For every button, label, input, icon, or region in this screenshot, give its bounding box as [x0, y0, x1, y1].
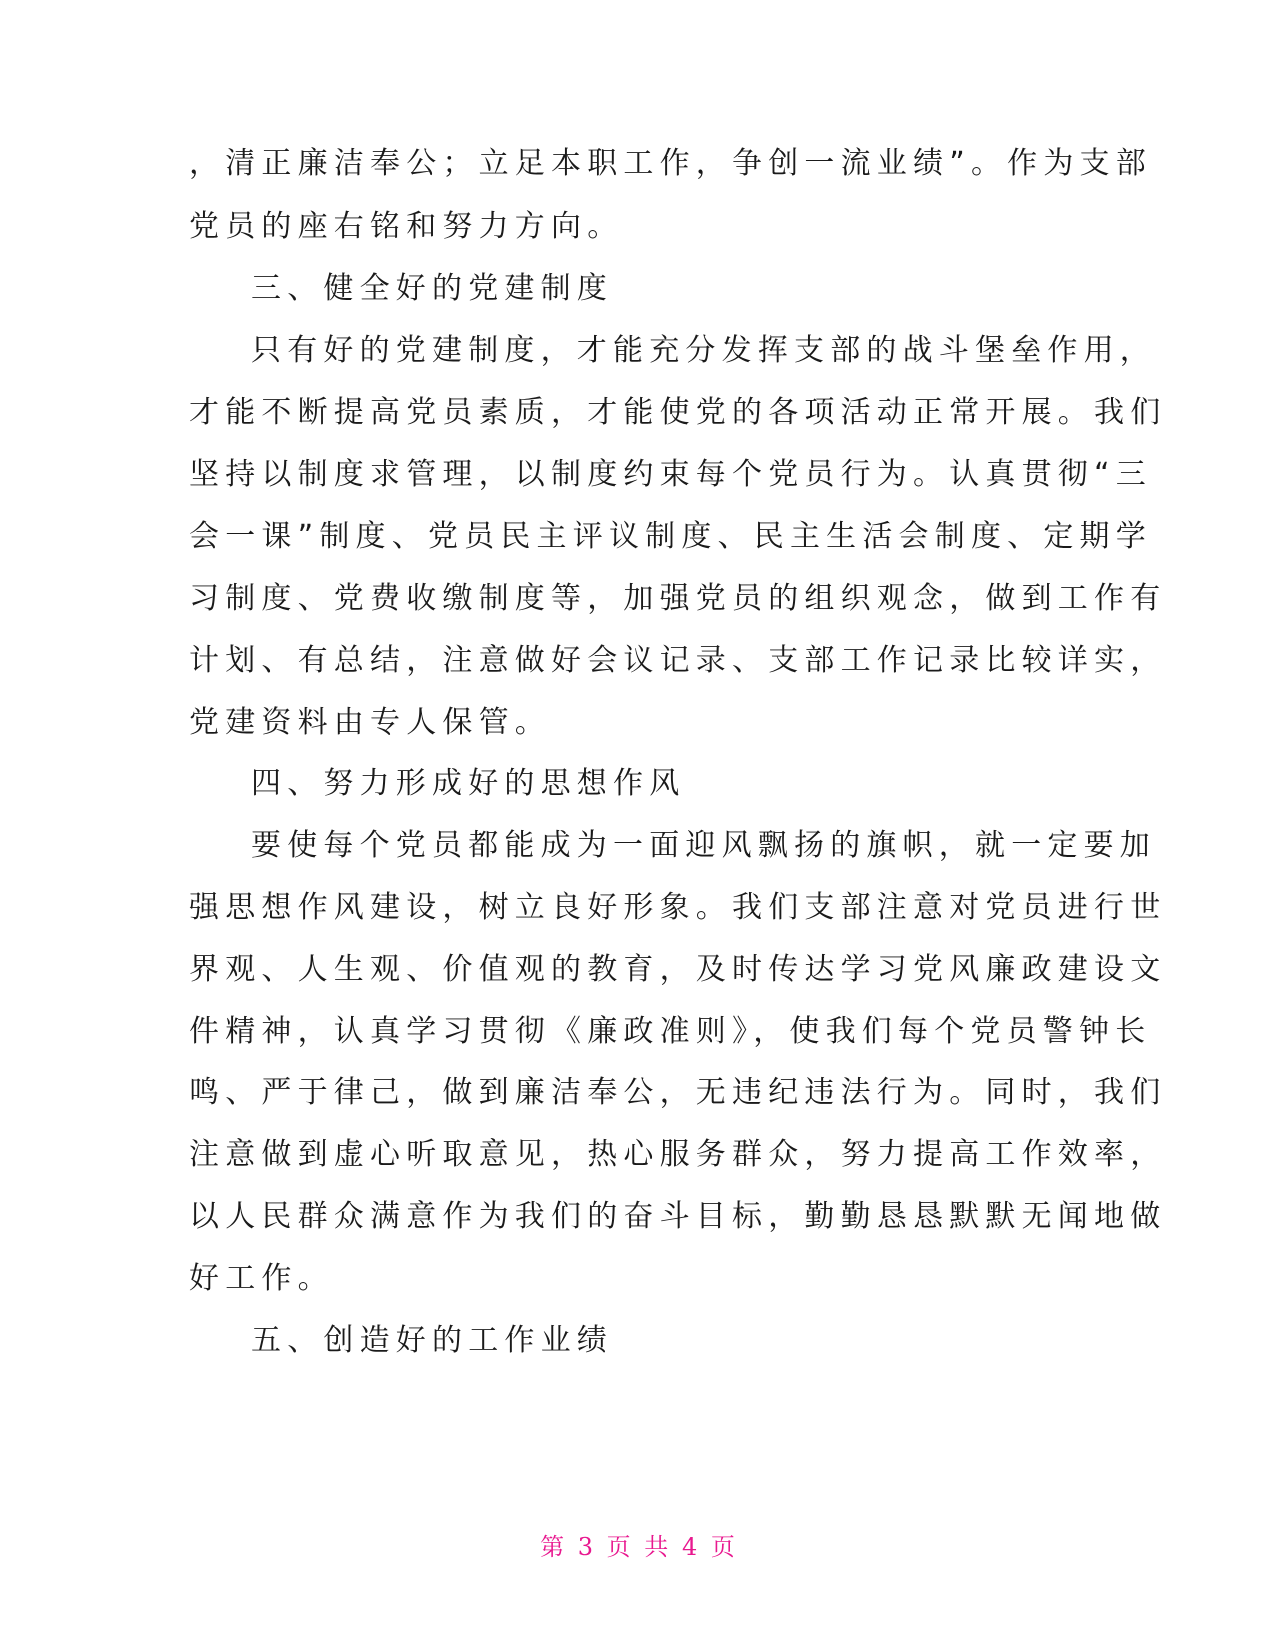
text-line: 只有好的党建制度，才能充分发挥支部的战斗堡垒作用， — [251, 333, 1156, 368]
text-line: 党员的座右铭和努力方向。 — [189, 209, 624, 244]
text-line: 鸣、严于律己，做到廉洁奉公，无违纪违法行为。同时，我们 — [189, 1075, 1167, 1110]
page-number-footer: 第 3 页 共 4 页 — [540, 1533, 735, 1561]
section-heading: 五、创造好的工作业绩 — [251, 1323, 613, 1358]
text-line: 强思想作风建设，树立良好形象。我们支部注意对党员进行世 — [189, 890, 1167, 925]
text-line: 才能不断提高党员素质，才能使党的各项活动正常开展。我们 — [189, 395, 1167, 430]
text-line: 好工作。 — [189, 1261, 334, 1296]
text-line: 以人民群众满意作为我们的奋斗目标，勤勤恳恳默默无闻地做 — [189, 1199, 1167, 1234]
text-line: ，清正廉洁奉公；立足本职工作，争创一流业绩”。作为支部 — [189, 146, 1152, 181]
text-line: 习制度、党费收缴制度等，加强党员的组织观念，做到工作有 — [189, 581, 1167, 616]
text-line: 会一课”制度、党员民主评议制度、民主生活会制度、定期学 — [189, 519, 1152, 554]
section-heading: 三、健全好的党建制度 — [251, 271, 613, 306]
text-line: 注意做到虚心听取意见，热心服务群众，努力提高工作效率， — [189, 1137, 1167, 1172]
section-heading: 四、努力形成好的思想作风 — [251, 766, 686, 801]
text-line: 计划、有总结，注意做好会议记录、支部工作记录比较详实， — [189, 643, 1167, 678]
text-line: 界观、人生观、价值观的教育，及时传达学习党风廉政建设文 — [189, 952, 1167, 987]
text-line: 坚持以制度求管理，以制度约束每个党员行为。认真贯彻“三 — [189, 457, 1152, 492]
text-line: 要使每个党员都能成为一面迎风飘扬的旗帜，就一定要加 — [251, 828, 1156, 863]
text-line: 件精神，认真学习贯彻《廉政准则》，使我们每个党员警钟长 — [189, 1014, 1152, 1049]
text-line: 党建资料由专人保管。 — [189, 705, 551, 740]
